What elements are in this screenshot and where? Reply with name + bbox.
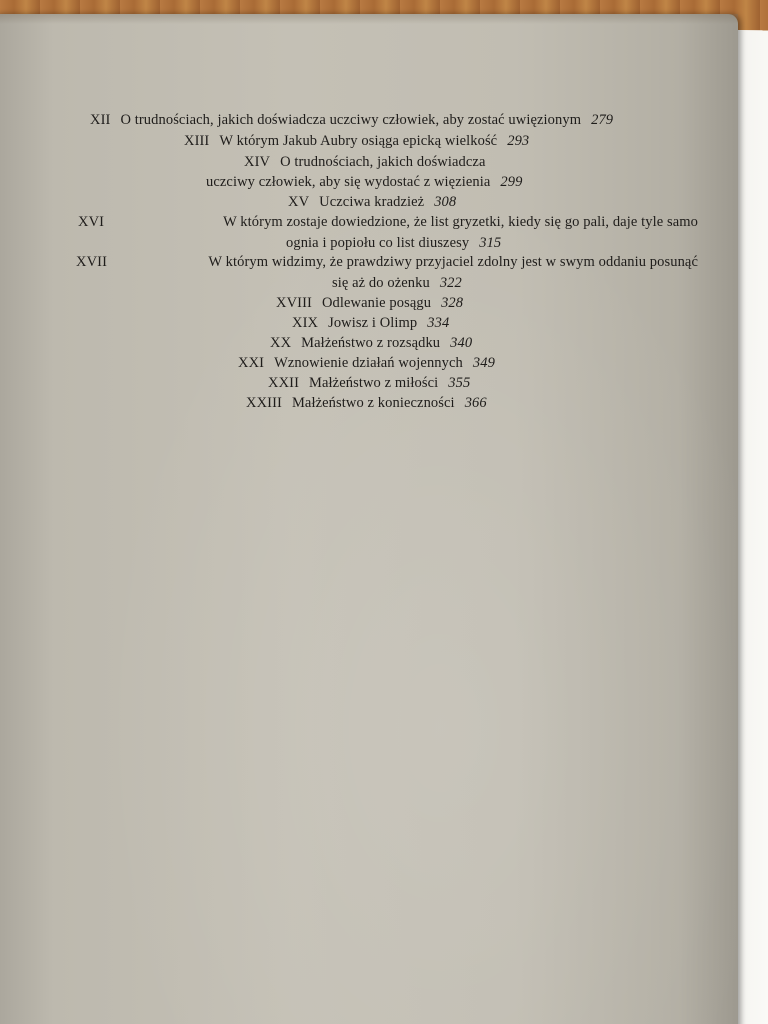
chapter-numeral: XIII xyxy=(184,133,210,149)
toc-entry-xix xyxy=(292,314,449,332)
toc-entry-xiv-continued xyxy=(206,173,522,191)
page-number: 308 xyxy=(434,194,457,210)
toc-entry-xxi xyxy=(238,354,495,372)
page-shadow xyxy=(0,14,738,24)
toc-entry-xiv xyxy=(244,153,486,171)
chapter-numeral: XV xyxy=(288,194,310,210)
page-number: 349 xyxy=(472,355,495,371)
page-number: 322 xyxy=(439,275,462,291)
page-number: 279 xyxy=(591,112,614,128)
chapter-title: ognia i popiołu co list diuszesy xyxy=(286,235,470,251)
chapter-numeral: XVIII xyxy=(276,295,312,311)
chapter-title: W którym Jakub Aubry osiąga epicką wielkość xyxy=(219,133,498,149)
toc-entry-xvii xyxy=(76,253,698,271)
toc-entry-xv xyxy=(288,193,456,211)
chapter-title: O trudnościach, jakich doświadcza xyxy=(280,154,486,170)
chapter-numeral: XIX xyxy=(292,315,319,331)
chapter-numeral: XXII xyxy=(268,375,300,391)
chapter-title: uczciwy człowiek, aby się wydostać z więzienia xyxy=(206,174,491,190)
chapter-title: się aż do ożenku xyxy=(332,275,430,291)
chapter-title: Małżeństwo z rozsądku xyxy=(301,335,441,351)
chapter-title: Wznowienie działań wojennych xyxy=(274,355,463,371)
chapter-title: Jowisz i Olimp xyxy=(328,315,418,331)
chapter-title: W którym widzimy, że prawdziwy przyjaciel zdolny jest w swym oddaniu posunąć xyxy=(208,254,698,270)
chapter-title: O trudnościach, jakich doświadcza uczciwy człowiek, aby zostać uwięzionym xyxy=(120,112,582,128)
book-page xyxy=(0,14,738,1024)
toc-entry-xvi xyxy=(78,213,698,231)
toc-entry-xxiii xyxy=(246,394,487,412)
chapter-title: Małżeństwo z miłości xyxy=(309,375,439,391)
toc-entry-xvii-continued xyxy=(332,274,462,292)
toc-entry-xvi-continued xyxy=(286,234,501,252)
page-number: 355 xyxy=(448,375,471,391)
chapter-title: W którym zostaje dowiedzione, że list gryzetki, kiedy się go pali, daje tyle samo xyxy=(223,214,698,230)
chapter-numeral: XVI xyxy=(78,214,105,230)
page-number: 299 xyxy=(500,174,523,190)
toc-entry-xx xyxy=(270,334,472,352)
chapter-numeral: XXI xyxy=(238,355,265,371)
page-number: 340 xyxy=(450,335,473,351)
chapter-numeral: XII xyxy=(90,112,111,128)
page-number: 366 xyxy=(464,395,487,411)
page-number: 328 xyxy=(441,295,464,311)
chapter-title: Uczciwa kradzież xyxy=(319,194,425,210)
chapter-title: Odlewanie posągu xyxy=(321,295,432,311)
chapter-numeral: XX xyxy=(270,335,292,351)
page-number: 293 xyxy=(507,133,530,149)
chapter-numeral: XIV xyxy=(244,154,271,170)
toc-entry-xiii xyxy=(184,132,529,150)
chapter-title: Małżeństwo z konieczności xyxy=(291,395,455,411)
toc-entry-xii xyxy=(90,111,613,129)
page-number: 315 xyxy=(479,235,502,251)
page-number: 334 xyxy=(427,315,450,331)
toc-entry-xxii xyxy=(268,374,470,392)
toc-entry-xviii xyxy=(276,294,463,312)
chapter-numeral: XVII xyxy=(76,254,108,270)
chapter-numeral: XXIII xyxy=(246,395,282,411)
